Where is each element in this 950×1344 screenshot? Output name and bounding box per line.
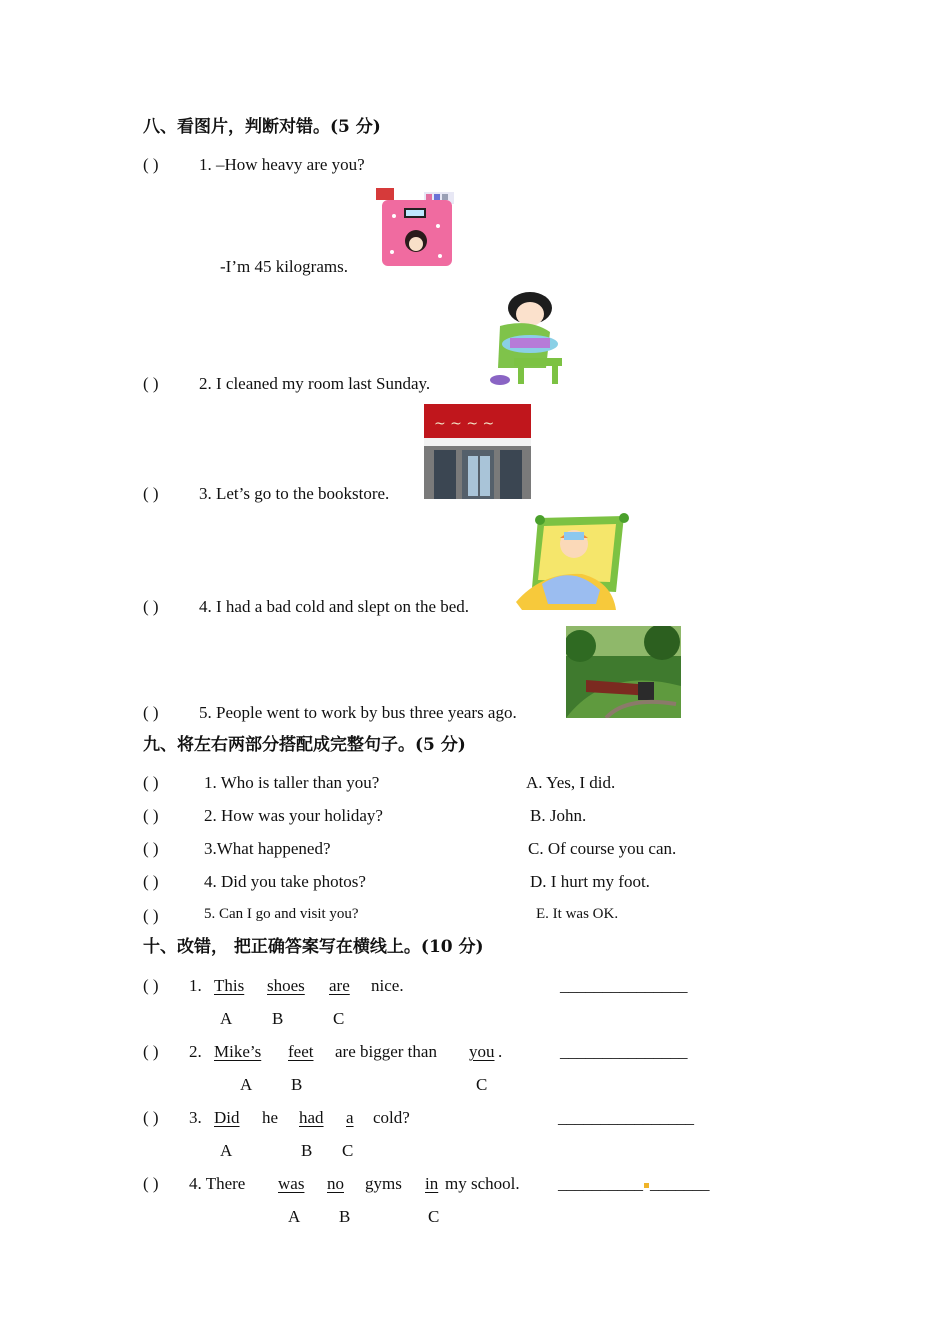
sentence-rest: nice. xyxy=(371,976,404,995)
error-option-c: a xyxy=(346,1108,354,1127)
left-sentence: 1. Who is taller than you? xyxy=(204,773,380,792)
answer-bracket[interactable]: ( ) xyxy=(143,1042,159,1061)
left-sentence: 5. Can I go and visit you? xyxy=(204,906,359,922)
sentence-middle: he xyxy=(262,1108,279,1127)
question-text: 5. People went to work by bus three years ago. xyxy=(199,703,517,722)
answer-bracket[interactable]: ( ) xyxy=(143,597,159,616)
left-sentence: 2. How was your holiday? xyxy=(204,806,383,825)
cursor-marker-icon xyxy=(644,1183,649,1188)
answer-bracket[interactable]: ( ) xyxy=(143,374,159,393)
train-in-forest-icon xyxy=(566,626,681,718)
answer-text: -I’m 45 kilograms. xyxy=(220,257,348,276)
error-option-a: Mike’s xyxy=(214,1042,262,1061)
error-option-b: no xyxy=(327,1174,344,1193)
right-option: E. It was OK. xyxy=(536,906,619,922)
answer-bracket[interactable]: ( ) xyxy=(143,703,159,722)
option-label-c: C xyxy=(476,1075,488,1094)
question-text: 2. I cleaned my room last Sunday. xyxy=(199,374,431,393)
sick-boy-in-bed-icon xyxy=(512,512,630,614)
sentence-rest: cold? xyxy=(373,1108,410,1127)
option-label-b: B xyxy=(272,1009,284,1028)
question-number: 2. xyxy=(189,1042,202,1061)
answer-bracket[interactable]: ( ) xyxy=(143,484,159,503)
option-label-c: C xyxy=(333,1009,345,1028)
girl-washing-clothes-icon xyxy=(470,288,594,388)
option-label-a: A xyxy=(288,1207,301,1226)
right-option: D. I hurt my foot. xyxy=(530,872,650,891)
error-option-c: are xyxy=(329,976,350,995)
answer-bracket[interactable]: ( ) xyxy=(143,155,159,174)
svg-text:~ ~ ~ ~: ~ ~ ~ ~ xyxy=(434,416,495,432)
answer-blank[interactable]: _______________ xyxy=(560,1042,688,1061)
option-label-a: A xyxy=(220,1009,233,1028)
answer-bracket[interactable]: ( ) xyxy=(143,1108,159,1127)
option-label-b: B xyxy=(301,1141,313,1160)
answer-blank[interactable]: __________ xyxy=(558,1174,643,1193)
option-label-b: B xyxy=(291,1075,303,1094)
answer-bracket[interactable]: ( ) xyxy=(143,906,159,925)
left-sentence: 4. Did you take photos? xyxy=(204,872,366,891)
answer-bracket[interactable]: ( ) xyxy=(143,806,159,825)
option-label-a: A xyxy=(240,1075,253,1094)
error-option-a: Did xyxy=(214,1108,240,1127)
right-option: C. Of course you can. xyxy=(528,839,677,858)
right-option: A. Yes, I did. xyxy=(526,773,616,792)
section10-title: 十、改错， 把正确答案写在横线上。(10 分) xyxy=(143,937,484,957)
question-text: 4. I had a bad cold and slept on the bed. xyxy=(199,597,470,616)
answer-blank[interactable]: _______________ xyxy=(560,976,688,995)
sentence-middle: are bigger than xyxy=(335,1042,437,1061)
answer-blank[interactable]: ________________ xyxy=(558,1108,694,1127)
error-option-c: in xyxy=(425,1174,439,1193)
question-number: 4. There xyxy=(189,1174,246,1193)
bookstore-storefront-icon xyxy=(424,404,531,499)
answer-bracket[interactable]: ( ) xyxy=(143,1174,159,1193)
answer-bracket[interactable]: ( ) xyxy=(143,976,159,995)
sentence-middle: gyms xyxy=(365,1174,402,1193)
answer-bracket[interactable]: ( ) xyxy=(143,872,159,891)
answer-bracket[interactable]: ( ) xyxy=(143,839,159,858)
error-option-b: feet xyxy=(288,1042,314,1061)
error-option-a: This xyxy=(214,976,245,995)
option-label-a: A xyxy=(220,1141,233,1160)
question-number: 1. xyxy=(189,976,202,995)
option-label-c: C xyxy=(428,1207,440,1226)
pink-weighing-scale-icon xyxy=(374,186,460,270)
right-option: B. John. xyxy=(530,806,587,825)
question-number: 3. xyxy=(189,1108,202,1127)
sentence-rest: my school. xyxy=(445,1174,520,1193)
option-label-b: B xyxy=(339,1207,351,1226)
error-option-b: had xyxy=(299,1108,324,1127)
answer-bracket[interactable]: ( ) xyxy=(143,773,159,792)
question-text: 1. –How heavy are you? xyxy=(199,155,365,174)
section9-title: 九、将左右两部分搭配成完整句子。(5 分) xyxy=(143,735,466,755)
option-label-c: C xyxy=(342,1141,354,1160)
answer-blank-tail[interactable]: _______ xyxy=(650,1174,710,1193)
question-text: 3. Let’s go to the bookstore. xyxy=(199,484,390,503)
error-option-c: you xyxy=(469,1042,495,1061)
sentence-end: . xyxy=(498,1042,503,1061)
section8-title: 八、看图片，判断对错。(5 分) xyxy=(143,117,381,137)
error-option-a: was xyxy=(278,1174,305,1193)
left-sentence: 3.What happened? xyxy=(204,839,331,858)
error-option-b: shoes xyxy=(267,976,305,995)
